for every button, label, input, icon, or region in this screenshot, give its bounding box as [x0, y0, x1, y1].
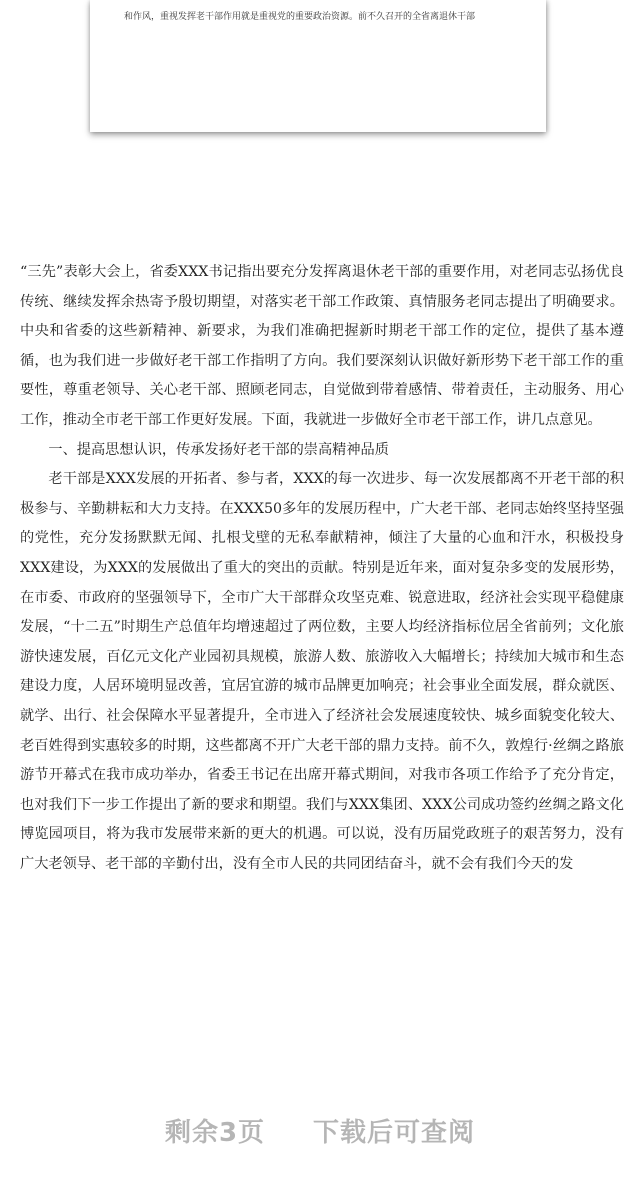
- paragraph-2: 老干部是XXX发展的开拓者、参与者，XXX的每一次进步、每一次发展都离不开老干部的积极参与、辛勤耕耘和大力支持。在XXX50多年的发展历程中，广大老干部、老同志始终坚持坚强的党性，充分发扬默默无闻、扎根戈壁的无私奉献精神，倾注了大量的心血和汗水，积极投身XXX建设，为XXX的发展做出了重大的突出的贡献。特别是近年来，面对复杂多变的发展形势，在市委、市政府的坚强领导下，全市广大干部群众攻坚克难、锐意进取，经济社会实现平稳健康发展，“十二五”时期生产总值年均增速超过了两位数，主要人均经济指标位居全省前列；文化旅游快速发展，百亿元文化产业园初具规模，旅游人数、旅游收入大幅增长；持续加大城市和生态建设力度，人居环境明显改善，宜居宜游的城市品牌更加响亮；社会事业全面发展，群众就医、就学、出行、社会保障水平显著提升，全市进入了经济社会发展速度较快、城乡面貌变化较大、老百姓得到实惠较多的时期，这些都离不开广大老干部的鼎力支持。前不久，敦煌行·丝绸之路旅游节开幕式在我市成功举办，省委王书记在出席开幕式期间，对我市各项工作给予了充分肯定，也对我们下一步工作提出了新的要求和期望。我们与XXX集团、XXX公司成功签约丝绸之路文化博览园项目，将为我市发展带来新的更大的机遇。可以说，没有历届党政班子的艰苦努力，没有广大老领导、老干部的辛勤付出，没有全市人民的共同团结奋斗，就不会有我们今天的发: [20, 471, 624, 872]
- preview-text: 和作风，重视发挥老干部作用就是重视党的重要政治资源。前不久召开的全省离退休干部: [124, 12, 476, 22]
- page-preview-card: [90, 0, 546, 132]
- document-body: [20, 258, 624, 879]
- download-prompt[interactable]: [0, 1100, 640, 1160]
- paragraph-1: “三先”表彰大会上，省委XXX书记指出要充分发挥离退休老干部的重要作用，对老同志弘扬优良传统、继续发挥余热寄予殷切期望，对落实老干部工作政策、真情服务老同志提出了明确要求。中央和省委的这些新精神、新要求，为我们准确把握新时期老干部工作的定位，提供了基本遵循，也为我们进一步做好老干部工作指明了方向。我们要深刻认识做好新形势下老干部工作的重要性，尊重老领导、关心老干部、照顾老同志，自觉做到带着感情、带着责任，主动服务、用心工作，推动全市老干部工作更好发展。下面，我就进一步做好全市老干部工作，讲几点意见。: [20, 264, 624, 428]
- section-heading: 一、提高思想认识，传承发扬好老干部的崇高精神品质: [48, 441, 389, 458]
- download-to-view-label[interactable]: 下载后可查阅: [313, 1117, 476, 1148]
- remaining-pages-label[interactable]: 剩余3页: [164, 1117, 266, 1148]
